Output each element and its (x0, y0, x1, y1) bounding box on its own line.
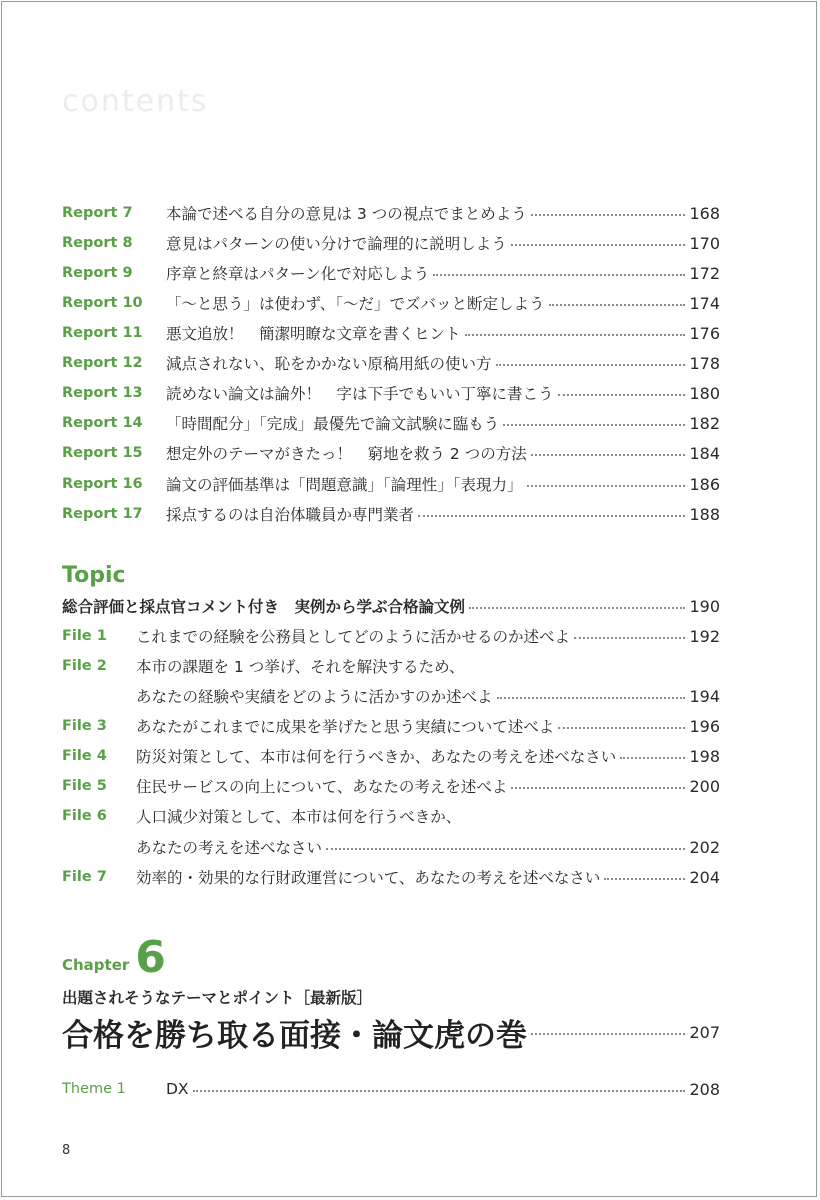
dot-leader (558, 727, 685, 729)
entry-title: 意見はパターンの使い分けで論理的に説明しよう (166, 235, 507, 253)
entry-label: Report 10 (62, 295, 143, 311)
chapter-title: 合格を勝ち取る面接・論文虎の巻 (62, 1017, 527, 1054)
dot-leader (558, 394, 686, 396)
dot-leader (469, 607, 685, 609)
entry-title: 「時間配分」「完成」最優先で論文試験に臨もう (166, 415, 500, 433)
entry-label: Report 12 (62, 355, 143, 371)
entry-page: 208 (689, 1079, 720, 1099)
entry-label: Report 11 (62, 325, 143, 341)
dot-leader (326, 848, 685, 850)
entry-page: 170 (689, 233, 720, 253)
toc-entry-file-1[interactable] (62, 624, 720, 648)
entry-label: Theme 1 (62, 1081, 126, 1097)
entry-page: 168 (689, 203, 720, 223)
entry-page: 176 (689, 323, 720, 343)
entry-title-cont: あなたの考えを述べなさい (136, 839, 323, 857)
toc-entry-file-5[interactable] (62, 774, 720, 798)
toc-entry-file-2-cont[interactable] (136, 684, 720, 708)
toc-entry-chapter[interactable] (62, 1010, 720, 1054)
toc-entry-report-17[interactable] (62, 502, 720, 526)
toc-entry-report-16[interactable] (62, 472, 720, 496)
entry-title: 読めない論文は論外！ 字は下手でもいい丁寧に書こう (166, 385, 554, 403)
entry-title: 本論で述べる自分の意見は 3 つの視点でまとめよう (166, 205, 527, 223)
toc-entry-report-15[interactable] (62, 441, 720, 465)
dot-leader (604, 878, 685, 880)
toc-entry-report-12[interactable] (62, 351, 720, 375)
entry-label: Report 8 (62, 235, 133, 251)
entry-label: File 2 (62, 658, 107, 674)
entry-label: File 1 (62, 628, 107, 644)
toc-entry-file-4[interactable] (62, 744, 720, 768)
dot-leader (433, 274, 685, 276)
entry-title: DX (166, 1080, 189, 1098)
toc-entry-file-2[interactable] (62, 654, 720, 678)
entry-title: 本市の課題を 1 つ挙げ、それを解決するため、 (136, 658, 465, 676)
entry-page: 198 (689, 746, 720, 766)
entry-title: 効率的・効果的な行財政運営について、あなたの考えを述べなさい (136, 869, 601, 887)
entry-page: 196 (689, 716, 720, 736)
entry-label: File 6 (62, 808, 107, 824)
entry-title: 序章と終章はパターン化で対応しよう (166, 265, 430, 283)
entry-title: 人口減少対策として、本市は何を行うべきか、 (136, 808, 462, 826)
entry-label: Report 17 (62, 506, 143, 522)
topic-heading: Topic (62, 563, 126, 588)
dot-leader (511, 787, 685, 789)
dot-leader (531, 214, 686, 216)
dot-leader (549, 304, 686, 306)
entry-page: 202 (689, 837, 720, 857)
entry-page: 188 (689, 504, 720, 524)
dot-leader (503, 424, 685, 426)
entry-label: File 7 (62, 869, 107, 885)
entry-title: これまでの経験を公務員としてどのように活かせるのか述べよ (136, 628, 571, 646)
entry-page: 178 (689, 353, 720, 373)
toc-entry-report-11[interactable] (62, 321, 720, 345)
entry-label: File 4 (62, 748, 107, 764)
entry-page: 180 (689, 383, 720, 403)
dot-leader (574, 637, 685, 639)
chapter-subtitle: 出題されそうなテーマとポイント［最新版］ (62, 989, 373, 1007)
entry-page: 182 (689, 413, 720, 433)
entry-title: 採点するのは自治体職員か専門業者 (166, 506, 415, 524)
page-number: 8 (62, 1143, 71, 1158)
dot-leader (465, 334, 686, 336)
entry-page: 186 (689, 474, 720, 494)
toc-entry-report-14[interactable] (62, 411, 720, 435)
entry-page: 184 (689, 443, 720, 463)
dot-leader (511, 244, 686, 246)
dot-leader (527, 485, 686, 487)
entry-label: Report 9 (62, 265, 133, 281)
dot-leader (418, 515, 685, 517)
entry-label: File 3 (62, 718, 107, 734)
dot-leader (531, 1033, 685, 1035)
entry-page: 172 (689, 263, 720, 283)
entry-page: 207 (689, 1022, 720, 1042)
dot-leader (193, 1090, 686, 1092)
dot-leader (497, 697, 686, 699)
entry-label: Report 14 (62, 415, 143, 431)
entry-title: 想定外のテーマがきたっ！ 窮地を救う 2 つの方法 (166, 445, 527, 463)
toc-entry-file-7[interactable] (62, 865, 720, 889)
toc-entry-report-13[interactable] (62, 381, 720, 405)
entry-page: 190 (689, 596, 720, 616)
chapter-word: Chapter (62, 956, 130, 974)
entry-page: 204 (689, 867, 720, 887)
entry-title: あなたがこれまでに成果を挙げたと思う実績について述べよ (136, 718, 555, 736)
chapter-number: 6 (135, 932, 166, 983)
entry-page: 192 (689, 626, 720, 646)
toc-entry-report-7[interactable] (62, 201, 720, 225)
entry-page: 200 (689, 776, 720, 796)
toc-entry-topic[interactable] (62, 594, 720, 618)
dot-leader (496, 364, 686, 366)
entry-label: Report 13 (62, 385, 143, 401)
toc-entry-report-8[interactable] (62, 231, 720, 255)
toc-entry-report-10[interactable] (62, 291, 720, 315)
entry-title: 悪文追放！ 簡潔明瞭な文章を書くヒント (166, 325, 461, 343)
toc-entry-file-6-cont[interactable] (136, 835, 720, 859)
entry-title-cont: あなたの経験や実績をどのように活かすのか述べよ (136, 688, 493, 706)
toc-entry-file-3[interactable] (62, 714, 720, 738)
entry-label: Report 7 (62, 205, 133, 221)
entry-title: 防災対策として、本市は何を行うべきか、あなたの考えを述べなさい (136, 748, 617, 766)
entry-title: 「〜と思う」は使わず、「〜だ」でズバッと断定しよう (166, 295, 545, 313)
entry-label: File 5 (62, 778, 107, 794)
entry-label: Report 16 (62, 476, 143, 492)
chapter-heading (62, 932, 166, 983)
entry-label: Report 15 (62, 445, 143, 461)
toc-entry-report-9[interactable] (62, 261, 720, 285)
contents-watermark: contents (62, 84, 209, 119)
dot-leader (531, 454, 686, 456)
toc-entry-theme-1[interactable] (62, 1077, 720, 1101)
entry-title: 住民サービスの向上について、あなたの考えを述べよ (136, 778, 508, 796)
entry-title: 総合評価と採点官コメント付き 実例から学ぶ合格論文例 (62, 598, 466, 616)
entry-title: 論文の評価基準は「問題意識」「論理性」「表現力」 (166, 476, 523, 494)
toc-entry-file-6[interactable] (62, 804, 720, 828)
dot-leader (620, 757, 685, 759)
entry-page: 194 (689, 686, 720, 706)
entry-page: 174 (689, 293, 720, 313)
entry-title: 減点されない、恥をかかない原稿用紙の使い方 (166, 355, 492, 373)
